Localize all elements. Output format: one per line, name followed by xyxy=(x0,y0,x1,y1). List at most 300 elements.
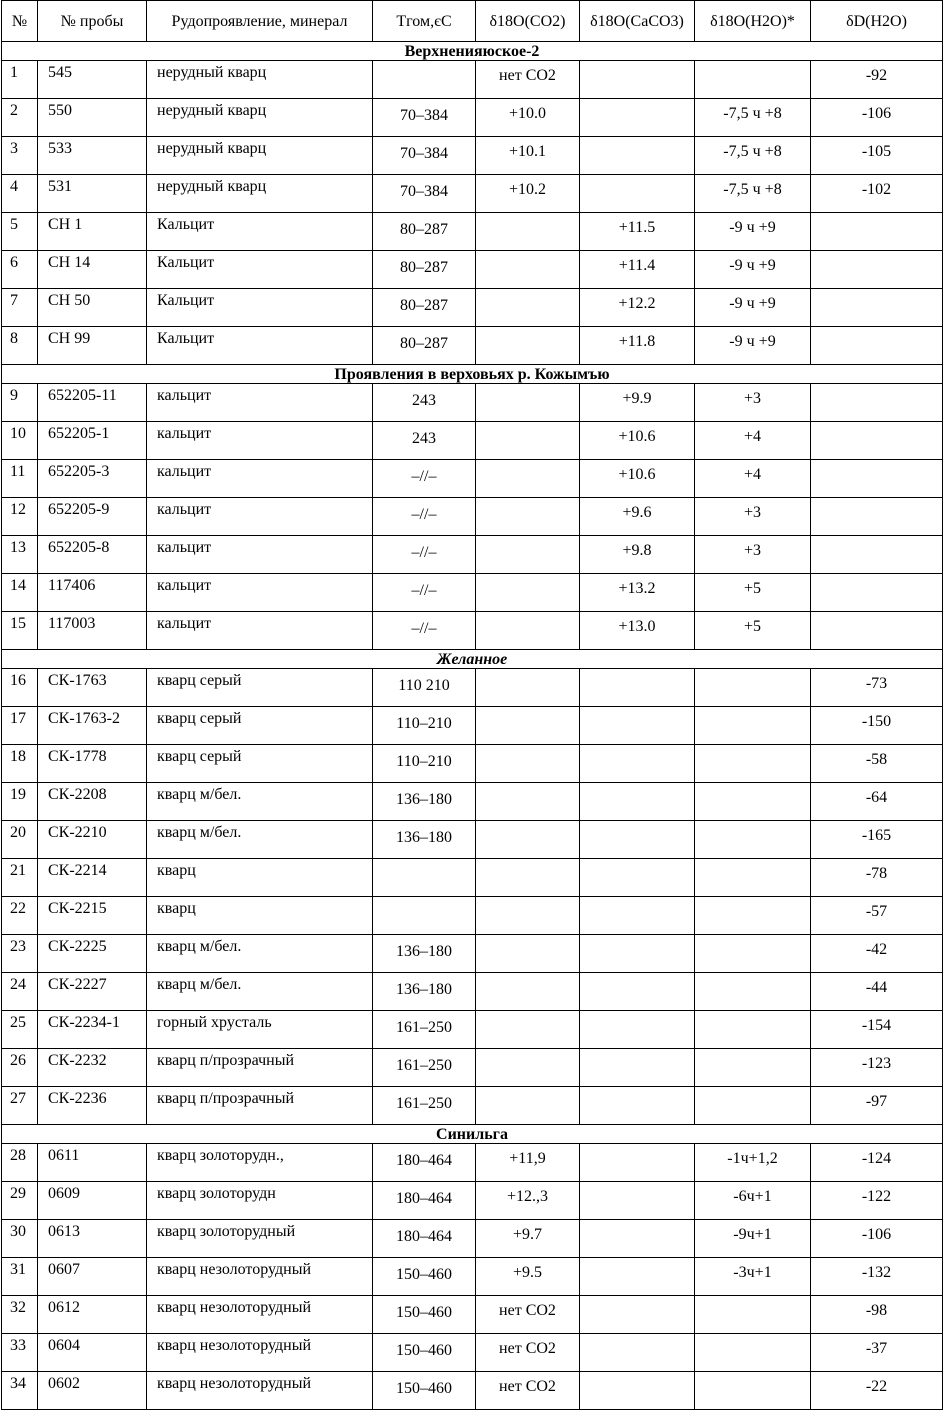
table-cell: 21 xyxy=(2,859,38,897)
table-cell xyxy=(580,175,695,213)
table-cell: 4 xyxy=(2,175,38,213)
table-cell: -7,5 ч +8 xyxy=(695,99,811,137)
table-row xyxy=(2,783,943,821)
table-cell: 70–384 xyxy=(373,99,476,137)
table-cell: -7,5 ч +8 xyxy=(695,175,811,213)
table-cell: кварц незолоторудный xyxy=(147,1372,373,1410)
table-cell xyxy=(580,935,695,973)
table-cell xyxy=(695,1049,811,1087)
table-cell: 531 xyxy=(38,175,147,213)
table-cell xyxy=(580,669,695,707)
table-row xyxy=(2,460,943,498)
table-row xyxy=(2,859,943,897)
table-cell: 5 xyxy=(2,213,38,251)
table-cell: +11.4 xyxy=(580,251,695,289)
table-cell: кварц серый xyxy=(147,745,373,783)
table-cell: кварц серый xyxy=(147,707,373,745)
section-title: Синильга xyxy=(2,1125,943,1144)
section-header-row xyxy=(2,1125,943,1144)
table-cell: +10.6 xyxy=(580,460,695,498)
table-cell xyxy=(811,327,943,365)
table-cell: -9 ч +9 xyxy=(695,213,811,251)
table-row xyxy=(2,1372,943,1410)
table-cell: +4 xyxy=(695,460,811,498)
table-cell: +13.0 xyxy=(580,612,695,650)
table-cell: 16 xyxy=(2,669,38,707)
table-cell: –//– xyxy=(373,536,476,574)
table-cell: 110–210 xyxy=(373,745,476,783)
table-cell: +11,9 xyxy=(476,1144,580,1182)
table-cell xyxy=(476,1087,580,1125)
table-cell xyxy=(476,1049,580,1087)
table-body xyxy=(2,42,943,1410)
table-cell xyxy=(476,745,580,783)
table-cell: 80–287 xyxy=(373,289,476,327)
table-cell xyxy=(373,897,476,935)
table-cell: СК-2225 xyxy=(38,935,147,973)
table-cell xyxy=(695,859,811,897)
table-cell xyxy=(580,1144,695,1182)
table-cell xyxy=(476,384,580,422)
table-cell xyxy=(580,137,695,175)
table-cell: СК-2227 xyxy=(38,973,147,1011)
table-cell xyxy=(811,422,943,460)
table-row xyxy=(2,175,943,213)
table-cell: нет CO2 xyxy=(476,1372,580,1410)
table-cell: кварц м/бел. xyxy=(147,935,373,973)
table-cell xyxy=(476,327,580,365)
table-cell: +11.5 xyxy=(580,213,695,251)
table-cell xyxy=(580,859,695,897)
table-cell xyxy=(811,612,943,650)
table-cell: 13 xyxy=(2,536,38,574)
table-row xyxy=(2,1258,943,1296)
table-cell: -78 xyxy=(811,859,943,897)
table-cell: +10.6 xyxy=(580,422,695,460)
table-row xyxy=(2,897,943,935)
table-cell: 17 xyxy=(2,707,38,745)
table-cell: нерудный кварц xyxy=(147,61,373,99)
table-cell: 3 xyxy=(2,137,38,175)
table-cell xyxy=(580,1182,695,1220)
table-cell xyxy=(580,897,695,935)
table-cell: 0602 xyxy=(38,1372,147,1410)
table-cell xyxy=(695,669,811,707)
table-row xyxy=(2,1087,943,1125)
header-cell: № пробы xyxy=(38,1,147,42)
table-row xyxy=(2,973,943,1011)
table-cell: 136–180 xyxy=(373,973,476,1011)
table-cell: Кальцит xyxy=(147,327,373,365)
table-cell xyxy=(580,1049,695,1087)
table-cell xyxy=(476,574,580,612)
table-cell: –//– xyxy=(373,460,476,498)
table-cell: 28 xyxy=(2,1144,38,1182)
table-cell: +5 xyxy=(695,612,811,650)
table-cell: -9 ч +9 xyxy=(695,251,811,289)
header-cell: Рудопроявление, минерал xyxy=(147,1,373,42)
table-row xyxy=(2,1296,943,1334)
table-cell: 110 210 xyxy=(373,669,476,707)
table-cell xyxy=(476,289,580,327)
table-cell: кварц м/бел. xyxy=(147,783,373,821)
table-cell: СК-2234-1 xyxy=(38,1011,147,1049)
table-cell: 70–384 xyxy=(373,137,476,175)
table-cell: 533 xyxy=(38,137,147,175)
table-cell xyxy=(695,935,811,973)
table-cell: 243 xyxy=(373,384,476,422)
table-cell: 10 xyxy=(2,422,38,460)
table-cell xyxy=(476,498,580,536)
table-cell xyxy=(580,973,695,1011)
table-cell: 652205-8 xyxy=(38,536,147,574)
table-cell xyxy=(580,707,695,745)
table-cell: 136–180 xyxy=(373,821,476,859)
table-cell: 27 xyxy=(2,1087,38,1125)
table-cell: СК-2232 xyxy=(38,1049,147,1087)
table-cell: -9 ч +9 xyxy=(695,289,811,327)
table-cell xyxy=(476,536,580,574)
table-cell: СК-1763-2 xyxy=(38,707,147,745)
table-cell: 1 xyxy=(2,61,38,99)
table-cell: 117406 xyxy=(38,574,147,612)
table-cell: 652205-3 xyxy=(38,460,147,498)
table-row xyxy=(2,1049,943,1087)
table-cell xyxy=(695,745,811,783)
table-cell xyxy=(476,935,580,973)
table-cell: +10.0 xyxy=(476,99,580,137)
table-row xyxy=(2,1144,943,1182)
table-cell: 25 xyxy=(2,1011,38,1049)
table-cell xyxy=(373,61,476,99)
table-cell xyxy=(580,99,695,137)
table-cell xyxy=(580,821,695,859)
table-cell xyxy=(811,498,943,536)
table-cell: 2 xyxy=(2,99,38,137)
table-cell: 30 xyxy=(2,1220,38,1258)
table-row xyxy=(2,669,943,707)
table-cell xyxy=(695,61,811,99)
table-row xyxy=(2,384,943,422)
table-cell: 32 xyxy=(2,1296,38,1334)
table-cell xyxy=(476,783,580,821)
table-cell xyxy=(695,783,811,821)
table-cell: CH 50 xyxy=(38,289,147,327)
table-cell: 18 xyxy=(2,745,38,783)
table-cell: +10.2 xyxy=(476,175,580,213)
table-cell xyxy=(476,821,580,859)
header-cell: δ18O(CaCO3) xyxy=(580,1,695,42)
header-row xyxy=(2,1,943,42)
section-title: Желанное xyxy=(2,650,943,669)
table-row xyxy=(2,498,943,536)
table-cell: +5 xyxy=(695,574,811,612)
table-cell xyxy=(580,1087,695,1125)
table-cell: 0613 xyxy=(38,1220,147,1258)
table-cell: 22 xyxy=(2,897,38,935)
table-cell: 19 xyxy=(2,783,38,821)
header-cell: δ18O(CO2) xyxy=(476,1,580,42)
table-cell: кварц золоторудный xyxy=(147,1220,373,1258)
table-cell: -6ч+1 xyxy=(695,1182,811,1220)
table-cell: 545 xyxy=(38,61,147,99)
table-cell xyxy=(695,1372,811,1410)
table-cell: 7 xyxy=(2,289,38,327)
header-cell: Tгом,єC xyxy=(373,1,476,42)
table-cell: 6 xyxy=(2,251,38,289)
table-cell xyxy=(811,574,943,612)
table-cell: 652205-9 xyxy=(38,498,147,536)
table-cell: 26 xyxy=(2,1049,38,1087)
table-cell: -154 xyxy=(811,1011,943,1049)
table-cell: 29 xyxy=(2,1182,38,1220)
table-cell: -42 xyxy=(811,935,943,973)
table-cell xyxy=(476,213,580,251)
table-cell: нет CO2 xyxy=(476,1334,580,1372)
table-cell: 136–180 xyxy=(373,783,476,821)
table-cell: кальцит xyxy=(147,612,373,650)
table-cell: кварц незолоторудный xyxy=(147,1334,373,1372)
table-cell xyxy=(811,213,943,251)
table-cell: –//– xyxy=(373,498,476,536)
table-cell xyxy=(476,251,580,289)
table-cell: -106 xyxy=(811,1220,943,1258)
table-cell: кварц золоторудн., xyxy=(147,1144,373,1182)
table-cell: кварц п/прозрачный xyxy=(147,1049,373,1087)
table-cell xyxy=(580,1334,695,1372)
table-cell xyxy=(476,973,580,1011)
table-cell: -150 xyxy=(811,707,943,745)
table-cell: СК-2208 xyxy=(38,783,147,821)
table-cell: 161–250 xyxy=(373,1011,476,1049)
table-row xyxy=(2,612,943,650)
table-cell: нерудный кварц xyxy=(147,137,373,175)
table-cell xyxy=(373,859,476,897)
table-cell: –//– xyxy=(373,612,476,650)
table-cell: кварц незолоторудный xyxy=(147,1296,373,1334)
table-cell xyxy=(811,384,943,422)
table-cell xyxy=(580,1011,695,1049)
table-cell xyxy=(695,1011,811,1049)
table-cell: +9.7 xyxy=(476,1220,580,1258)
table-cell: СК-1778 xyxy=(38,745,147,783)
header-cell: δD(H2O) xyxy=(811,1,943,42)
table-cell: кальцит xyxy=(147,422,373,460)
table-cell xyxy=(695,897,811,935)
table-cell: +9.5 xyxy=(476,1258,580,1296)
table-cell: нерудный кварц xyxy=(147,175,373,213)
table-cell xyxy=(476,612,580,650)
table-cell: +11.8 xyxy=(580,327,695,365)
isotope-data-table xyxy=(1,0,943,1410)
table-cell: -9ч+1 xyxy=(695,1220,811,1258)
table-cell: -22 xyxy=(811,1372,943,1410)
table-cell: нет CO2 xyxy=(476,1296,580,1334)
table-cell: -7,5 ч +8 xyxy=(695,137,811,175)
table-cell: -73 xyxy=(811,669,943,707)
table-cell: 110–210 xyxy=(373,707,476,745)
table-cell: -57 xyxy=(811,897,943,935)
header-cell: № xyxy=(2,1,38,42)
table-cell: 80–287 xyxy=(373,327,476,365)
table-cell: 14 xyxy=(2,574,38,612)
table-row xyxy=(2,745,943,783)
table-row xyxy=(2,536,943,574)
table-cell: -124 xyxy=(811,1144,943,1182)
table-cell: +13.2 xyxy=(580,574,695,612)
table-cell: СК-2236 xyxy=(38,1087,147,1125)
table-row xyxy=(2,707,943,745)
table-cell xyxy=(476,460,580,498)
table-row xyxy=(2,935,943,973)
table-cell: +3 xyxy=(695,536,811,574)
table-cell: 23 xyxy=(2,935,38,973)
table-cell: 80–287 xyxy=(373,213,476,251)
table-cell xyxy=(580,745,695,783)
table-row xyxy=(2,213,943,251)
table-cell: 161–250 xyxy=(373,1087,476,1125)
table-cell: кварц м/бел. xyxy=(147,821,373,859)
table-cell: Кальцит xyxy=(147,213,373,251)
table-cell: СК-2215 xyxy=(38,897,147,935)
table-cell: 161–250 xyxy=(373,1049,476,1087)
table-cell: кварц п/прозрачный xyxy=(147,1087,373,1125)
table-cell xyxy=(695,707,811,745)
table-cell: 150–460 xyxy=(373,1258,476,1296)
table-cell: 0611 xyxy=(38,1144,147,1182)
table-cell: 180–464 xyxy=(373,1144,476,1182)
table-cell: CH 14 xyxy=(38,251,147,289)
table-cell: 180–464 xyxy=(373,1182,476,1220)
table-cell xyxy=(695,1296,811,1334)
table-cell xyxy=(476,897,580,935)
table-cell xyxy=(580,1258,695,1296)
table-cell: -102 xyxy=(811,175,943,213)
table-cell: 9 xyxy=(2,384,38,422)
table-row xyxy=(2,821,943,859)
table-cell: -44 xyxy=(811,973,943,1011)
table-cell: 550 xyxy=(38,99,147,137)
table-cell xyxy=(580,61,695,99)
section-header-row xyxy=(2,365,943,384)
table-cell: СК-2210 xyxy=(38,821,147,859)
table-cell: СК-2214 xyxy=(38,859,147,897)
table-cell: кальцит xyxy=(147,498,373,536)
table-cell: 31 xyxy=(2,1258,38,1296)
table-cell: 15 xyxy=(2,612,38,650)
table-cell: кварц xyxy=(147,859,373,897)
table-cell: 20 xyxy=(2,821,38,859)
table-cell xyxy=(580,1372,695,1410)
table-cell: кварц м/бел. xyxy=(147,973,373,1011)
table-cell: -58 xyxy=(811,745,943,783)
table-cell: СК-1763 xyxy=(38,669,147,707)
table-cell: 150–460 xyxy=(373,1334,476,1372)
table-cell: кварц незолоторудный xyxy=(147,1258,373,1296)
table-cell: -9 ч +9 xyxy=(695,327,811,365)
table-cell: 0612 xyxy=(38,1296,147,1334)
table-cell: -64 xyxy=(811,783,943,821)
table-cell xyxy=(811,536,943,574)
table-cell: +4 xyxy=(695,422,811,460)
table-cell: -132 xyxy=(811,1258,943,1296)
table-cell: -123 xyxy=(811,1049,943,1087)
table-cell xyxy=(695,821,811,859)
table-row xyxy=(2,1334,943,1372)
table-cell: 24 xyxy=(2,973,38,1011)
table-row xyxy=(2,61,943,99)
table-cell: -92 xyxy=(811,61,943,99)
table-cell: Кальцит xyxy=(147,251,373,289)
table-cell: 652205-11 xyxy=(38,384,147,422)
table-cell: 80–287 xyxy=(373,251,476,289)
table-cell: +9.8 xyxy=(580,536,695,574)
table-cell xyxy=(580,783,695,821)
table-cell xyxy=(476,669,580,707)
section-header-row xyxy=(2,650,943,669)
table-cell: 0607 xyxy=(38,1258,147,1296)
table-cell: 117003 xyxy=(38,612,147,650)
table-cell: кальцит xyxy=(147,536,373,574)
table-cell xyxy=(695,973,811,1011)
table-row xyxy=(2,1220,943,1258)
table-cell: CH 1 xyxy=(38,213,147,251)
table-cell xyxy=(580,1296,695,1334)
table-cell: 0604 xyxy=(38,1334,147,1372)
table-cell: 180–464 xyxy=(373,1220,476,1258)
table-cell: -97 xyxy=(811,1087,943,1125)
table-cell: 70–384 xyxy=(373,175,476,213)
table-cell xyxy=(811,289,943,327)
table-cell: +12.2 xyxy=(580,289,695,327)
table-cell xyxy=(476,707,580,745)
table-cell: +3 xyxy=(695,498,811,536)
table-cell xyxy=(476,422,580,460)
table-cell: 150–460 xyxy=(373,1296,476,1334)
table-cell: +12.,3 xyxy=(476,1182,580,1220)
table-cell: 34 xyxy=(2,1372,38,1410)
table-cell: -165 xyxy=(811,821,943,859)
section-title: Проявления в верховьях р. Кожымъю xyxy=(2,365,943,384)
table-cell: 8 xyxy=(2,327,38,365)
table-cell: нерудный кварц xyxy=(147,99,373,137)
table-cell: +9.6 xyxy=(580,498,695,536)
table-row xyxy=(2,289,943,327)
table-cell xyxy=(695,1087,811,1125)
table-cell xyxy=(476,859,580,897)
table-cell xyxy=(476,1011,580,1049)
table-cell xyxy=(695,1334,811,1372)
table-cell: -98 xyxy=(811,1296,943,1334)
table-row xyxy=(2,327,943,365)
table-cell: кальцит xyxy=(147,574,373,612)
table-cell: Кальцит xyxy=(147,289,373,327)
table-row xyxy=(2,251,943,289)
table-cell: -122 xyxy=(811,1182,943,1220)
table-cell: кварц серый xyxy=(147,669,373,707)
table-cell: -106 xyxy=(811,99,943,137)
table-cell: -1ч+1,2 xyxy=(695,1144,811,1182)
table-cell xyxy=(811,460,943,498)
table-cell: -105 xyxy=(811,137,943,175)
table-cell: +9.9 xyxy=(580,384,695,422)
table-cell: –//– xyxy=(373,574,476,612)
table-row xyxy=(2,422,943,460)
table-cell: нет CO2 xyxy=(476,61,580,99)
table-cell xyxy=(580,1220,695,1258)
table-row xyxy=(2,574,943,612)
table-cell: кальцит xyxy=(147,384,373,422)
